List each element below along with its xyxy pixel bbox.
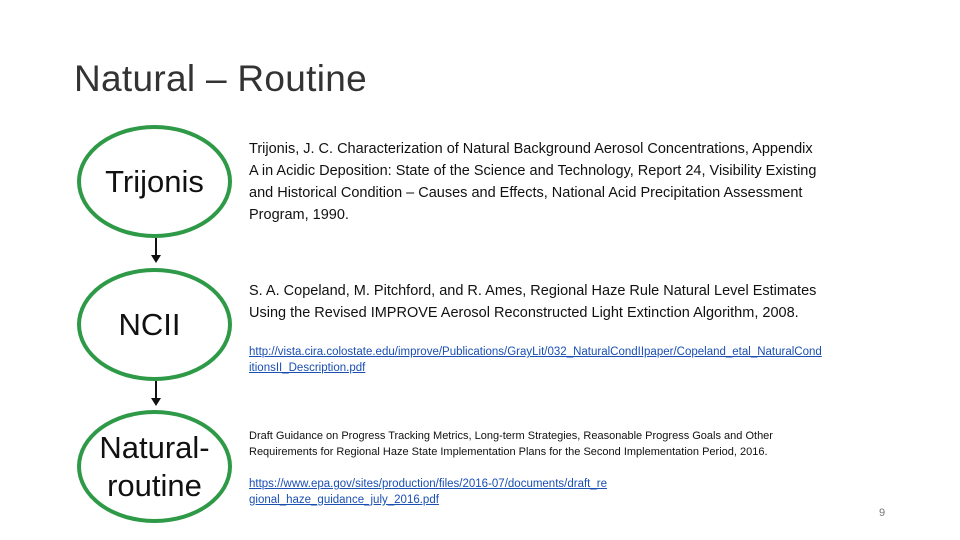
page-number: 9 [879, 507, 886, 519]
arrow-down-icon [151, 398, 161, 406]
step-natural-routine-circle [77, 410, 232, 523]
reference-ncii: S. A. Copeland, M. Pitchford, and R. Ames, Regional Haze Rule Natural Level Estimates Using the Revised IMPROVE Aerosol Reconstructed Light Extinction Algorithm, 2008. [249, 283, 817, 321]
step-ncii-circle [77, 268, 232, 381]
reference-natural-routine: Draft Guidance on Progress Tracking Metrics, Long-term Strategies, Reasonable Progress Goals and Other Requirements for Regional Haze State Implementation Plans for the Second Implementation Period, 2016. [249, 430, 773, 458]
step-ncii-label: NCII [118, 306, 181, 342]
step-trijonis-circle [77, 125, 232, 238]
slide-title: Natural – Routine [74, 58, 368, 99]
reference-natural-routine-link[interactable]: https://www.epa.gov/sites/production/files/2016-07/documents/draft_regional_haze_guidance_july_2016.pdf [249, 478, 607, 506]
arrow-line-1 [155, 238, 157, 256]
reference-ncii-link[interactable]: http://vista.cira.colostate.edu/improve/Publications/GrayLit/032_NaturalCondIIpaper/Copeland_etal_NaturalConditionsII_Description.pdf [249, 346, 822, 374]
reference-trijonis: Trijonis, J. C. Characterization of Natural Background Aerosol Concentrations, Appendix A in Acidic Deposition: State of the Science and Technology, Report 24, Visibility Existing and Historical Condition – Causes and Effects, National Acid Precipitation Assessment Program, 1990. [249, 141, 817, 223]
step-trijonis-label: Trijonis [105, 163, 204, 199]
step-natural-routine-label: Natural- routine [99, 429, 210, 503]
arrow-line-2 [155, 381, 157, 399]
arrow-down-icon [151, 255, 161, 263]
